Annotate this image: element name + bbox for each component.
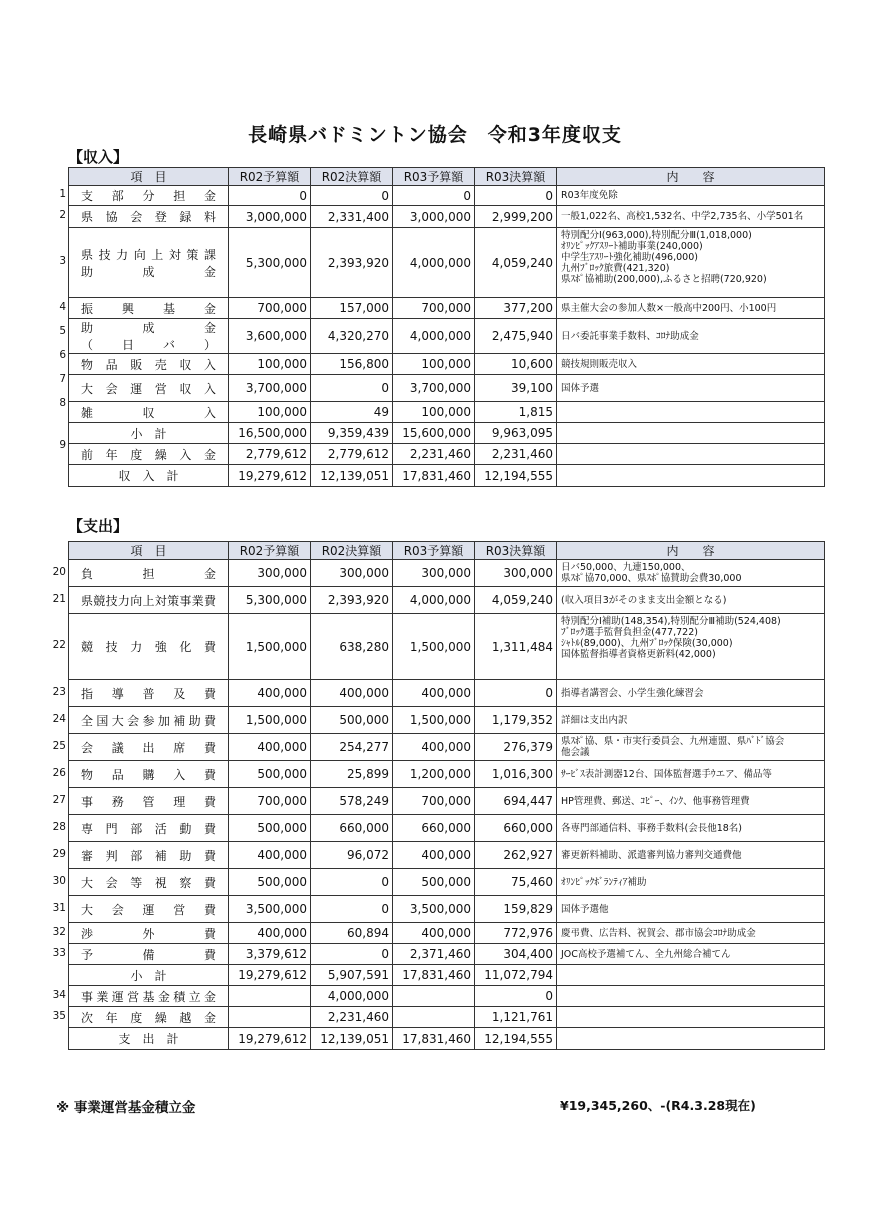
amount-cell: 578,249 bbox=[311, 788, 393, 815]
row-item bbox=[69, 761, 229, 788]
column-header: R03決算額 bbox=[475, 542, 557, 560]
row-item bbox=[69, 944, 229, 965]
amount-cell bbox=[393, 1007, 475, 1028]
amount-cell: 400,000 bbox=[229, 923, 311, 944]
amount-cell: 12,139,051 bbox=[311, 1028, 393, 1050]
amount-cell: 700,000 bbox=[229, 788, 311, 815]
amount-cell: 9,359,439 bbox=[311, 423, 393, 444]
row-item bbox=[69, 815, 229, 842]
note-cell bbox=[557, 423, 825, 444]
note-cell: 日バ委託事業手数料、ｺﾛﾅ助成金 bbox=[557, 319, 825, 354]
row-item-label: 小 計 bbox=[130, 426, 167, 441]
row-item-label: 雑収入 bbox=[81, 405, 216, 420]
column-header: 項 目 bbox=[69, 168, 229, 186]
row-item bbox=[69, 896, 229, 923]
amount-cell: 0 bbox=[475, 986, 557, 1007]
table-row bbox=[69, 423, 825, 444]
note-cell: 県ｽﾎﾟ協、県・市実行委員会、九州連盟、県ﾊﾞﾄﾞ協会 他会議 bbox=[557, 734, 825, 761]
note-cell: 県主催大会の参加人数×一般高中200円、小100円 bbox=[557, 298, 825, 319]
amount-cell: 254,277 bbox=[311, 734, 393, 761]
row-number: 21 bbox=[52, 592, 66, 605]
amount-cell: 156,800 bbox=[311, 354, 393, 375]
row-item-label: 物品販売収入 bbox=[81, 357, 216, 372]
table-row bbox=[69, 965, 825, 986]
amount-cell: 100,000 bbox=[229, 354, 311, 375]
amount-cell: 300,000 bbox=[311, 560, 393, 587]
row-number: 24 bbox=[52, 712, 66, 725]
table-row bbox=[69, 402, 825, 423]
amount-cell: 0 bbox=[229, 186, 311, 206]
amount-cell: 400,000 bbox=[393, 842, 475, 869]
amount-cell: 19,279,612 bbox=[229, 465, 311, 487]
amount-cell: 4,320,270 bbox=[311, 319, 393, 354]
amount-cell: 300,000 bbox=[475, 560, 557, 587]
row-item-label: 支 出 計 bbox=[118, 1032, 179, 1046]
row-item-label: 事業運営基金積立金 bbox=[81, 989, 216, 1004]
amount-cell: 1,016,300 bbox=[475, 761, 557, 788]
table-row bbox=[69, 444, 825, 465]
amount-cell: 660,000 bbox=[393, 815, 475, 842]
row-number: 34 bbox=[52, 988, 66, 1001]
amount-cell: 1,311,484 bbox=[475, 614, 557, 680]
amount-cell: 400,000 bbox=[311, 680, 393, 707]
row-number: 4 bbox=[59, 300, 66, 313]
amount-cell: 159,829 bbox=[475, 896, 557, 923]
row-item-label: 会議出席費 bbox=[81, 740, 216, 755]
table-row bbox=[69, 788, 825, 815]
note-cell: R03年度免除 bbox=[557, 186, 825, 206]
row-item bbox=[69, 186, 229, 206]
amount-cell: 3,700,000 bbox=[229, 375, 311, 402]
row-number: 33 bbox=[52, 946, 66, 959]
amount-cell: 2,393,920 bbox=[311, 228, 393, 298]
amount-cell: 660,000 bbox=[475, 815, 557, 842]
amount-cell: 2,999,200 bbox=[475, 206, 557, 228]
row-item-label: 予備費 bbox=[81, 947, 216, 962]
row-number: 35 bbox=[52, 1009, 66, 1022]
table-row bbox=[69, 842, 825, 869]
note-cell bbox=[557, 465, 825, 487]
page-title: 長崎県バドミントン協会 令和3年度収支 bbox=[248, 124, 622, 146]
note-cell: 特別配分Ⅰ補助(148,354),特別配分Ⅲ補助(524,408) ﾌﾞﾛｯｸ選手監督負担金(477,722) ｼｬﾄﾙ(89,000)、九州ﾌﾞﾛｯｸ保険(30,000) 国体監督指導者資格更新料(42,000) bbox=[557, 614, 825, 680]
row-number: 29 bbox=[52, 847, 66, 860]
amount-cell: 3,379,612 bbox=[229, 944, 311, 965]
amount-cell: 400,000 bbox=[393, 923, 475, 944]
row-item bbox=[69, 734, 229, 761]
amount-cell: 1,121,761 bbox=[475, 1007, 557, 1028]
table-row bbox=[69, 1007, 825, 1028]
row-number: 31 bbox=[52, 901, 66, 914]
amount-cell: 1,500,000 bbox=[393, 614, 475, 680]
amount-cell: 157,000 bbox=[311, 298, 393, 319]
amount-cell: 3,500,000 bbox=[229, 896, 311, 923]
amount-cell: 0 bbox=[311, 896, 393, 923]
row-item bbox=[69, 869, 229, 896]
row-item-label: 全国大会参加補助費 bbox=[81, 713, 216, 728]
amount-cell: 100,000 bbox=[229, 402, 311, 423]
amount-cell: 3,000,000 bbox=[229, 206, 311, 228]
amount-cell: 2,231,460 bbox=[311, 1007, 393, 1028]
row-item-label: 県競技力向上対策事業費 bbox=[81, 593, 216, 608]
row-item bbox=[69, 444, 229, 465]
amount-cell: 700,000 bbox=[393, 298, 475, 319]
amount-cell: 19,279,612 bbox=[229, 1028, 311, 1050]
column-header: R02予算額 bbox=[229, 168, 311, 186]
amount-cell: 25,899 bbox=[311, 761, 393, 788]
row-number: 6 bbox=[59, 348, 66, 361]
amount-cell: 19,279,612 bbox=[229, 965, 311, 986]
note-cell: 慶弔費、広告料、祝賀会、郡市協会ｺﾛﾅ助成金 bbox=[557, 923, 825, 944]
amount-cell: 4,000,000 bbox=[393, 319, 475, 354]
row-item bbox=[69, 228, 229, 298]
note-cell: ｵﾘﾝﾋﾟｯｸﾎﾞﾗﾝﾃｨｱ補助 bbox=[557, 869, 825, 896]
note-cell: 特別配分Ⅰ(963,000),特別配分Ⅲ(1,018,000) ｵﾘﾝﾋﾟｯｸｱｽﾘｰﾄ補助事業(240,000) 中学生ｱｽﾘｰﾄ強化補助(496,000) 九州ﾌﾞﾛｯｸ旅費(421,320) 県ｽﾎﾟ協補助(200,000),ふるさと招聘(720,920) bbox=[557, 228, 825, 298]
amount-cell: 660,000 bbox=[311, 815, 393, 842]
amount-cell: 1,179,352 bbox=[475, 707, 557, 734]
row-item-label: 物品購入費 bbox=[81, 767, 216, 782]
row-item-label: 渉外費 bbox=[81, 926, 216, 941]
amount-cell: 500,000 bbox=[393, 869, 475, 896]
amount-cell: 0 bbox=[311, 944, 393, 965]
amount-cell: 304,400 bbox=[475, 944, 557, 965]
amount-cell: 100,000 bbox=[393, 354, 475, 375]
amount-cell: 4,059,240 bbox=[475, 587, 557, 614]
amount-cell: 0 bbox=[311, 186, 393, 206]
amount-cell: 0 bbox=[393, 186, 475, 206]
row-number: 25 bbox=[52, 739, 66, 752]
table-row bbox=[69, 186, 825, 206]
row-item bbox=[69, 788, 229, 815]
note-cell: 国体予選 bbox=[557, 375, 825, 402]
table-row bbox=[69, 1028, 825, 1050]
fund-value: ¥19,345,260、-(R4.3.28現在) bbox=[560, 1098, 756, 1113]
note-cell: 各専門部通信料、事務手数料(会長他18名) bbox=[557, 815, 825, 842]
row-item-label: 次年度繰越金 bbox=[81, 1010, 216, 1025]
table-row bbox=[69, 680, 825, 707]
note-cell: 審更新料補助、派遣審判協力審判交通費他 bbox=[557, 842, 825, 869]
note-cell bbox=[557, 444, 825, 465]
amount-cell: 0 bbox=[311, 375, 393, 402]
column-header: R03予算額 bbox=[393, 168, 475, 186]
amount-cell: 2,393,920 bbox=[311, 587, 393, 614]
amount-cell: 4,000,000 bbox=[393, 228, 475, 298]
row-number: 1 bbox=[59, 188, 66, 200]
expense-table bbox=[68, 541, 825, 1050]
amount-cell: 1,200,000 bbox=[393, 761, 475, 788]
table-row bbox=[69, 228, 825, 298]
amount-cell: 772,976 bbox=[475, 923, 557, 944]
amount-cell: 0 bbox=[475, 680, 557, 707]
row-number: 9 bbox=[59, 438, 66, 451]
amount-cell: 400,000 bbox=[393, 680, 475, 707]
amount-cell: 2,231,460 bbox=[475, 444, 557, 465]
income-heading: 【収入】 bbox=[68, 148, 129, 166]
row-item bbox=[69, 206, 229, 228]
column-header: 内 容 bbox=[557, 542, 825, 560]
row-item bbox=[69, 1007, 229, 1028]
amount-cell: 11,072,794 bbox=[475, 965, 557, 986]
row-item bbox=[69, 423, 229, 444]
amount-cell: 12,139,051 bbox=[311, 465, 393, 487]
row-item bbox=[69, 560, 229, 587]
amount-cell: 96,072 bbox=[311, 842, 393, 869]
amount-cell: 17,831,460 bbox=[393, 465, 475, 487]
row-item bbox=[69, 1028, 229, 1050]
amount-cell bbox=[229, 986, 311, 1007]
row-item-label: 大会運営費 bbox=[81, 902, 216, 917]
row-item-label: 負担金 bbox=[81, 566, 216, 581]
row-item-label-2: （日バ） bbox=[81, 338, 216, 352]
amount-cell: 2,371,460 bbox=[393, 944, 475, 965]
amount-cell: 15,600,000 bbox=[393, 423, 475, 444]
amount-cell: 12,194,555 bbox=[475, 1028, 557, 1050]
table-row bbox=[69, 465, 825, 487]
row-item-label: 前年度繰入金 bbox=[81, 447, 216, 462]
amount-cell: 300,000 bbox=[229, 560, 311, 587]
row-number: 28 bbox=[52, 820, 66, 833]
amount-cell: 400,000 bbox=[393, 734, 475, 761]
row-number: 8 bbox=[59, 396, 66, 409]
amount-cell: 500,000 bbox=[229, 869, 311, 896]
row-item bbox=[69, 298, 229, 319]
column-header: R02予算額 bbox=[229, 542, 311, 560]
column-header: R02決算額 bbox=[311, 542, 393, 560]
note-cell: 競技規則販売収入 bbox=[557, 354, 825, 375]
amount-cell: 1,500,000 bbox=[393, 707, 475, 734]
amount-cell: 3,600,000 bbox=[229, 319, 311, 354]
amount-cell: 500,000 bbox=[229, 815, 311, 842]
amount-cell: 2,779,612 bbox=[229, 444, 311, 465]
amount-cell: 2,779,612 bbox=[311, 444, 393, 465]
row-item bbox=[69, 986, 229, 1007]
row-number: 7 bbox=[59, 372, 66, 385]
row-number: 23 bbox=[52, 685, 66, 698]
table-row bbox=[69, 614, 825, 680]
note-cell bbox=[557, 986, 825, 1007]
row-number: 30 bbox=[52, 874, 66, 887]
amount-cell: 75,460 bbox=[475, 869, 557, 896]
amount-cell bbox=[393, 986, 475, 1007]
row-item bbox=[69, 402, 229, 423]
column-header: R02決算額 bbox=[311, 168, 393, 186]
note-cell: 日バ50,000、九連150,000、 県ｽﾎﾟ協70,000、県ｽﾎﾟ協賛助会費30,000 bbox=[557, 560, 825, 587]
table-row bbox=[69, 761, 825, 788]
row-number: 26 bbox=[52, 766, 66, 779]
row-item-label: 県協会登録料 bbox=[81, 210, 216, 224]
row-item bbox=[69, 354, 229, 375]
note-cell: 一般1,022名、高校1,532名、中学2,735名、小学501名 bbox=[557, 206, 825, 228]
row-item-label: 指導普及費 bbox=[81, 686, 216, 701]
expense-heading: 【支出】 bbox=[68, 517, 129, 535]
column-header: R03予算額 bbox=[393, 542, 475, 560]
amount-cell: 5,907,591 bbox=[311, 965, 393, 986]
row-item bbox=[69, 614, 229, 680]
amount-cell: 2,231,460 bbox=[393, 444, 475, 465]
table-row bbox=[69, 896, 825, 923]
table-row bbox=[69, 923, 825, 944]
note-cell: 詳細は支出内訳 bbox=[557, 707, 825, 734]
amount-cell: 1,500,000 bbox=[229, 614, 311, 680]
note-cell: HP管理費、郵送、ｺﾋﾟｰ、ｲﾝｸ、他事務管理費 bbox=[557, 788, 825, 815]
row-number: 3 bbox=[59, 255, 66, 267]
income-table bbox=[68, 167, 825, 487]
table-header-row bbox=[69, 168, 825, 186]
amount-cell: 4,000,000 bbox=[393, 587, 475, 614]
row-item-label: 大会等視察費 bbox=[81, 875, 216, 890]
row-item bbox=[69, 680, 229, 707]
amount-cell: 700,000 bbox=[229, 298, 311, 319]
amount-cell: 2,331,400 bbox=[311, 206, 393, 228]
amount-cell: 5,300,000 bbox=[229, 228, 311, 298]
amount-cell: 400,000 bbox=[229, 842, 311, 869]
amount-cell: 400,000 bbox=[229, 680, 311, 707]
amount-cell: 17,831,460 bbox=[393, 965, 475, 986]
amount-cell: 2,475,940 bbox=[475, 319, 557, 354]
row-number: 27 bbox=[52, 793, 66, 806]
table-row bbox=[69, 815, 825, 842]
row-item-label: 競技力強化費 bbox=[81, 640, 216, 654]
table-row bbox=[69, 319, 825, 354]
row-item-label: 県技力向上対策課 bbox=[81, 247, 216, 262]
row-item-label: 事務管理費 bbox=[81, 794, 216, 809]
row-number: 5 bbox=[59, 324, 66, 337]
row-item bbox=[69, 587, 229, 614]
amount-cell: 377,200 bbox=[475, 298, 557, 319]
amount-cell: 1,815 bbox=[475, 402, 557, 423]
amount-cell: 0 bbox=[475, 186, 557, 206]
amount-cell: 262,927 bbox=[475, 842, 557, 869]
table-row bbox=[69, 587, 825, 614]
table-row bbox=[69, 986, 825, 1007]
note-cell bbox=[557, 402, 825, 423]
note-cell: JOC高校予選補てん、全九州総合補てん bbox=[557, 944, 825, 965]
row-item bbox=[69, 707, 229, 734]
table-row bbox=[69, 560, 825, 587]
amount-cell: 694,447 bbox=[475, 788, 557, 815]
amount-cell: 4,000,000 bbox=[311, 986, 393, 1007]
amount-cell: 300,000 bbox=[393, 560, 475, 587]
amount-cell: 4,059,240 bbox=[475, 228, 557, 298]
row-item-label: 小 計 bbox=[130, 968, 167, 983]
note-cell bbox=[557, 965, 825, 986]
row-item-label: 収 入 計 bbox=[118, 469, 179, 483]
column-header: 内 容 bbox=[557, 168, 825, 186]
amount-cell: 3,500,000 bbox=[393, 896, 475, 923]
table-row bbox=[69, 944, 825, 965]
row-item bbox=[69, 465, 229, 487]
row-item bbox=[69, 375, 229, 402]
column-header: 項 目 bbox=[69, 542, 229, 560]
row-item bbox=[69, 965, 229, 986]
row-item-label: 大会運営収入 bbox=[81, 381, 216, 396]
table-row bbox=[69, 707, 825, 734]
amount-cell: 500,000 bbox=[311, 707, 393, 734]
amount-cell: 100,000 bbox=[393, 402, 475, 423]
row-number: 2 bbox=[59, 209, 66, 221]
amount-cell: 49 bbox=[311, 402, 393, 423]
amount-cell: 1,500,000 bbox=[229, 707, 311, 734]
amount-cell: 700,000 bbox=[393, 788, 475, 815]
amount-cell: 17,831,460 bbox=[393, 1028, 475, 1050]
fund-label: ※ 事業運営基金積立金 bbox=[56, 1100, 196, 1116]
note-cell: 指導者講習会、小学生強化練習会 bbox=[557, 680, 825, 707]
row-item bbox=[69, 923, 229, 944]
table-row bbox=[69, 298, 825, 319]
row-item bbox=[69, 319, 229, 354]
row-item-label: 振興基金 bbox=[81, 301, 216, 316]
amount-cell: 10,600 bbox=[475, 354, 557, 375]
row-item-label: 審判部補助費 bbox=[81, 848, 216, 863]
table-row bbox=[69, 206, 825, 228]
note-cell: (収入項目3がそのまま支出金額となる) bbox=[557, 587, 825, 614]
note-cell: 国体予選他 bbox=[557, 896, 825, 923]
note-cell: ｻｰﾋﾞｽ表計測器12台、国体監督選手ｳエア、備品等 bbox=[557, 761, 825, 788]
amount-cell: 3,700,000 bbox=[393, 375, 475, 402]
table-row bbox=[69, 354, 825, 375]
amount-cell: 9,963,095 bbox=[475, 423, 557, 444]
amount-cell: 638,280 bbox=[311, 614, 393, 680]
amount-cell: 60,894 bbox=[311, 923, 393, 944]
row-number: 20 bbox=[52, 565, 66, 578]
amount-cell: 276,379 bbox=[475, 734, 557, 761]
amount-cell: 12,194,555 bbox=[475, 465, 557, 487]
table-row bbox=[69, 734, 825, 761]
row-item-label: 専門部活動費 bbox=[81, 821, 216, 836]
amount-cell bbox=[229, 1007, 311, 1028]
amount-cell: 400,000 bbox=[229, 734, 311, 761]
amount-cell: 16,500,000 bbox=[229, 423, 311, 444]
row-number: 22 bbox=[52, 639, 66, 651]
amount-cell: 500,000 bbox=[229, 761, 311, 788]
amount-cell: 39,100 bbox=[475, 375, 557, 402]
row-number: 32 bbox=[52, 925, 66, 938]
amount-cell: 0 bbox=[311, 869, 393, 896]
table-header-row bbox=[69, 542, 825, 560]
table-row bbox=[69, 375, 825, 402]
table-row bbox=[69, 869, 825, 896]
row-item-label: 支部分担金 bbox=[81, 189, 216, 203]
amount-cell: 5,300,000 bbox=[229, 587, 311, 614]
row-item-label: 助成金 bbox=[81, 321, 216, 335]
note-cell bbox=[557, 1028, 825, 1050]
row-item-label-2: 助成金 bbox=[81, 264, 216, 279]
column-header: R03決算額 bbox=[475, 168, 557, 186]
row-item bbox=[69, 842, 229, 869]
amount-cell: 3,000,000 bbox=[393, 206, 475, 228]
note-cell bbox=[557, 1007, 825, 1028]
